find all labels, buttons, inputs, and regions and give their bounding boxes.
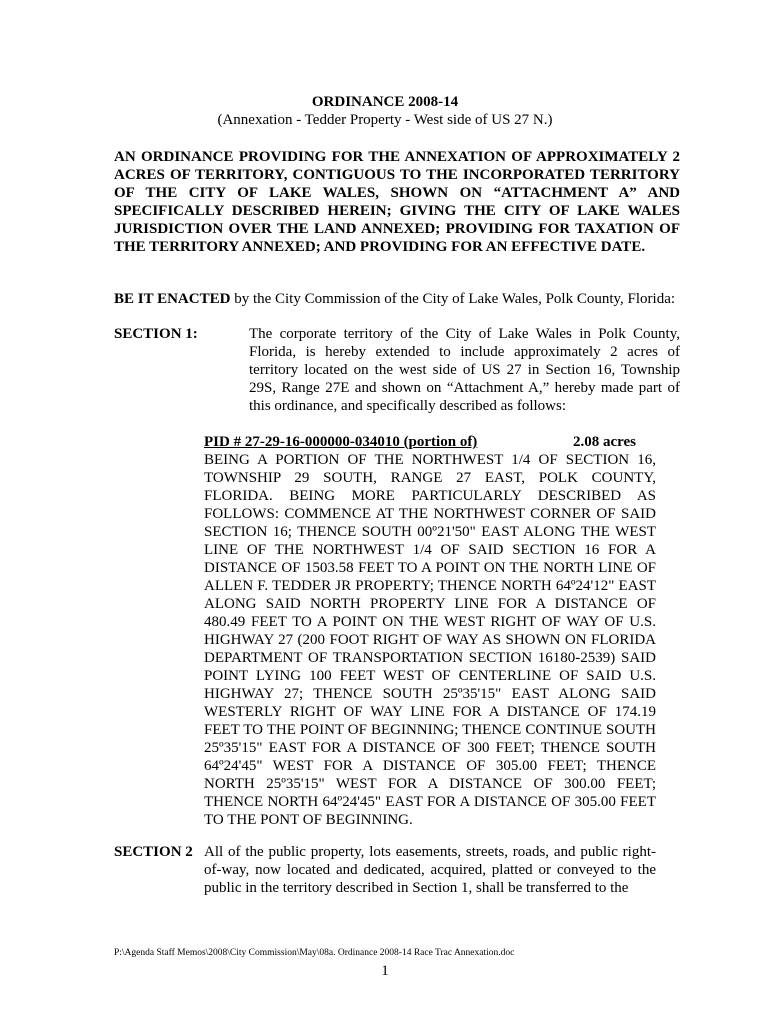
footer-file-path: P:\Agenda Staff Memos\2008\City Commission\May\08a. Ordinance 2008-14 Race Trac Annexation.doc	[114, 948, 515, 958]
page-number: 1	[381, 963, 389, 979]
section-1-text: The corporate territory of the City of Lake Wales in Polk County, Florida, is hereby extended to include approximately 2 acres of territory located on the west side of US 27 in Section 16, Township 29S, Range 27E and shown on “Attachment A,” hereby made part of this ordinance, and specifically described as follows:	[249, 326, 680, 414]
enacting-clause	[114, 290, 680, 308]
section-2-label: SECTION 2	[114, 844, 193, 860]
section-1-label: SECTION 1:	[114, 326, 198, 342]
ordinance-preamble: AN ORDINANCE PROVIDING FOR THE ANNEXATION OF APPROXIMATELY 2 ACRES OF TERRITORY, CONTIGUOUS TO THE INCORPORATED TERRITORY OF THE CITY OF LAKE WALES, SHOWN ON “ATTACHMENT A” AND SPECIFICALLY DESCRIBED HEREIN; GIVING THE CITY OF LAKE WALES JURISDICTION OVER THE LAND ANNEXED; PROVIDING FOR TAXATION OF THE TERRITORY ANNEXED; AND PROVIDING FOR AN EFFECTIVE DATE.	[114, 149, 680, 255]
ordinance-subtitle: (Annexation - Tedder Property - West side of US 27 N.)	[217, 112, 553, 128]
parcel-id: PID # 27-29-16-000000-034010 (portion of)	[204, 434, 478, 450]
enacting-clause-text: by the City Commission of the City of Lake Wales, Polk County, Florida:	[230, 291, 676, 307]
ordinance-title: ORDINANCE 2008-14	[311, 94, 459, 110]
parcel-id-line	[204, 433, 636, 451]
enacting-clause-lead: BE IT ENACTED	[114, 291, 231, 307]
parcel-acres: 2.08 acres	[572, 434, 636, 450]
section-2-text: All of the public property, lots easements, streets, roads, and public right-of-way, now located and dedicated, acquired, platted or conveyed to the public in the territory described in Section 1, shall be transferred to the	[204, 844, 656, 896]
legal-description: BEING A PORTION OF THE NORTHWEST 1/4 OF SECTION 16, TOWNSHIP 29 SOUTH, RANGE 27 EAST, POLK COUNTY, FLORIDA. BEING MORE PARTICULARLY DESCRIBED AS FOLLOWS: COMMENCE AT THE NORTHWEST CORNER OF SAID SECTION 16; THENCE SOUTH 00º21'50" EAST ALONG THE WEST LINE OF THE NORTHWEST 1/4 OF SAID SECTION 16 FOR A DISTANCE OF 1503.58 FEET TO A POINT ON THE NORTH LINE OF ALLEN F. TEDDER JR PROPERTY; THENCE NORTH 64º24'12" EAST ALONG SAID NORTH PROPERTY LINE FOR A DISTANCE OF 480.49 FEET TO A POINT ON THE WEST RIGHT OF WAY OF U.S. HIGHWAY 27 (200 FOOT RIGHT OF WAY AS SHOWN ON FLORIDA DEPARTMENT OF TRANSPORTATION SECTION 16180-2539) SAID POINT LYING 100 FEET WEST OF CENTERLINE OF SAID U.S. HIGHWAY 27; THENCE SOUTH 25º35'15" EAST ALONG SAID WESTERLY RIGHT OF WAY LINE FOR A DISTANCE OF 174.19 FEET TO THE POINT OF BEGINNING; THENCE CONTINUE SOUTH 25º35'15" EAST FOR A DISTANCE OF 300 FEET; THENCE SOUTH 64º24'45" WEST FOR A DISTANCE OF 305.00 FEET; THENCE NORTH 25º35'15" WEST FOR A DISTANCE OF 300.00 FEET; THENCE NORTH 64º24'45" EAST FOR A DISTANCE OF 305.00 FEET TO THE PONT OF BEGINNING.	[204, 452, 656, 828]
